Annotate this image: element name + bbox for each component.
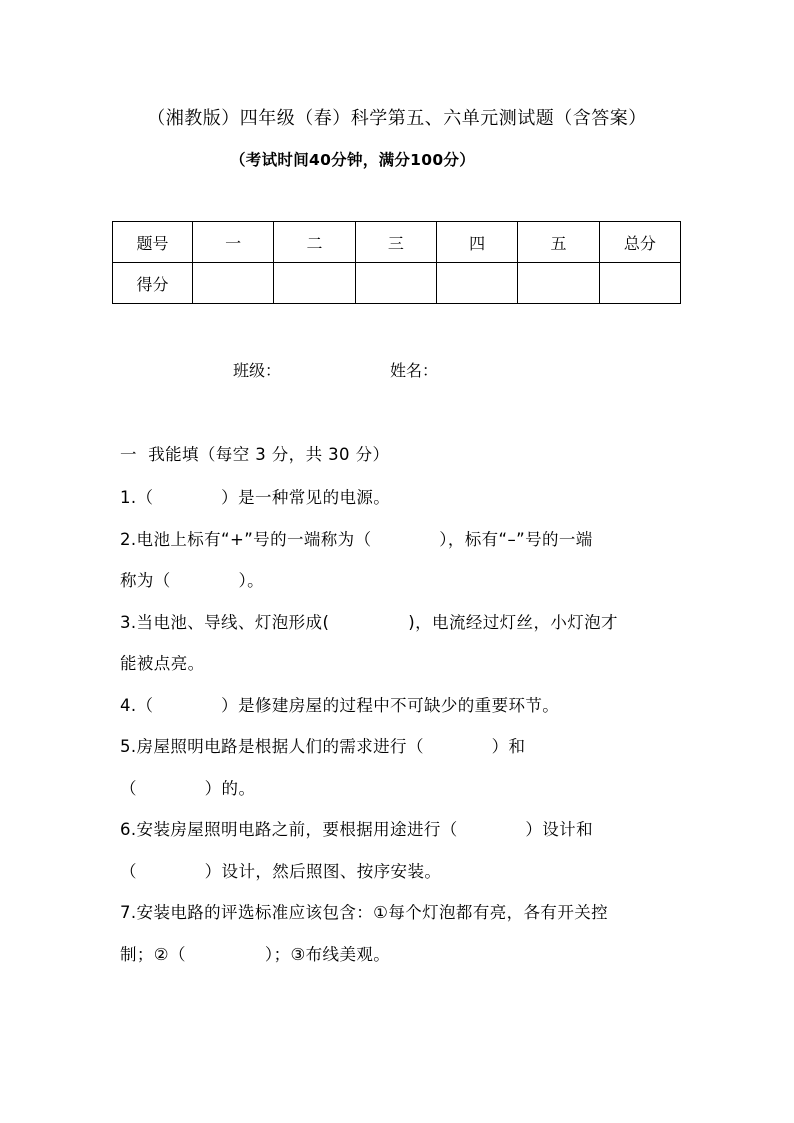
table-cell: 四: [436, 222, 517, 263]
table-cell: 五: [518, 222, 599, 263]
question-line: 能被点亮。: [120, 654, 205, 673]
section-heading: 一 我能填（每空 3 分，共 30 分）: [120, 445, 390, 464]
score-table-score-row: [113, 263, 681, 304]
score-cell: [193, 263, 274, 304]
question-line: 称为（ ）。: [120, 571, 264, 590]
score-cell: [518, 263, 599, 304]
score-cell: [274, 263, 355, 304]
question-line: 7.安装电路的评选标准应该包含：①每个灯泡都有亮，各有开关控: [120, 903, 609, 922]
question-line: 6.安装房屋照明电路之前，要根据用途进行（ ）设计和: [120, 820, 593, 839]
question-line: （ ）设计，然后照图、按序安装。: [120, 862, 442, 881]
question-line: 制；②（ ）；③布线美观。: [120, 945, 391, 964]
page-title: （湘教版）四年级（春）科学第五、六单元测试题（含答案）: [147, 108, 647, 129]
score-cell: [436, 263, 517, 304]
question-line: 4.（ ）是修建房屋的过程中不可缺少的重要环节。: [120, 696, 560, 715]
table-cell: 三: [355, 222, 436, 263]
score-cell: [355, 263, 436, 304]
name-label: 姓名：: [390, 361, 439, 380]
question-line: 5.房屋照明电路是根据人们的需求进行（ ）和: [120, 737, 526, 756]
question-line: 1.（ ）是一种常见的电源。: [120, 488, 391, 507]
question-line: 2.电池上标有“+”号的一端称为（ ），标有“–”号的一端: [120, 530, 593, 549]
score-cell: [599, 263, 680, 304]
class-label: 班级：: [233, 361, 282, 380]
table-cell: 得分: [113, 263, 193, 304]
table-cell: 二: [274, 222, 355, 263]
table-cell: 一: [193, 222, 274, 263]
score-table: [112, 221, 681, 304]
table-cell: 总分: [599, 222, 680, 263]
table-cell: 题号: [113, 222, 193, 263]
exam-subtitle: （考试时间40分钟，满分100分）: [230, 151, 476, 169]
question-line: （ ）的。: [120, 779, 256, 798]
question-line: 3.当电池、导线、灯泡形成( )，电流经过灯丝，小灯泡才: [120, 613, 618, 632]
score-table-header-row: [113, 222, 681, 263]
